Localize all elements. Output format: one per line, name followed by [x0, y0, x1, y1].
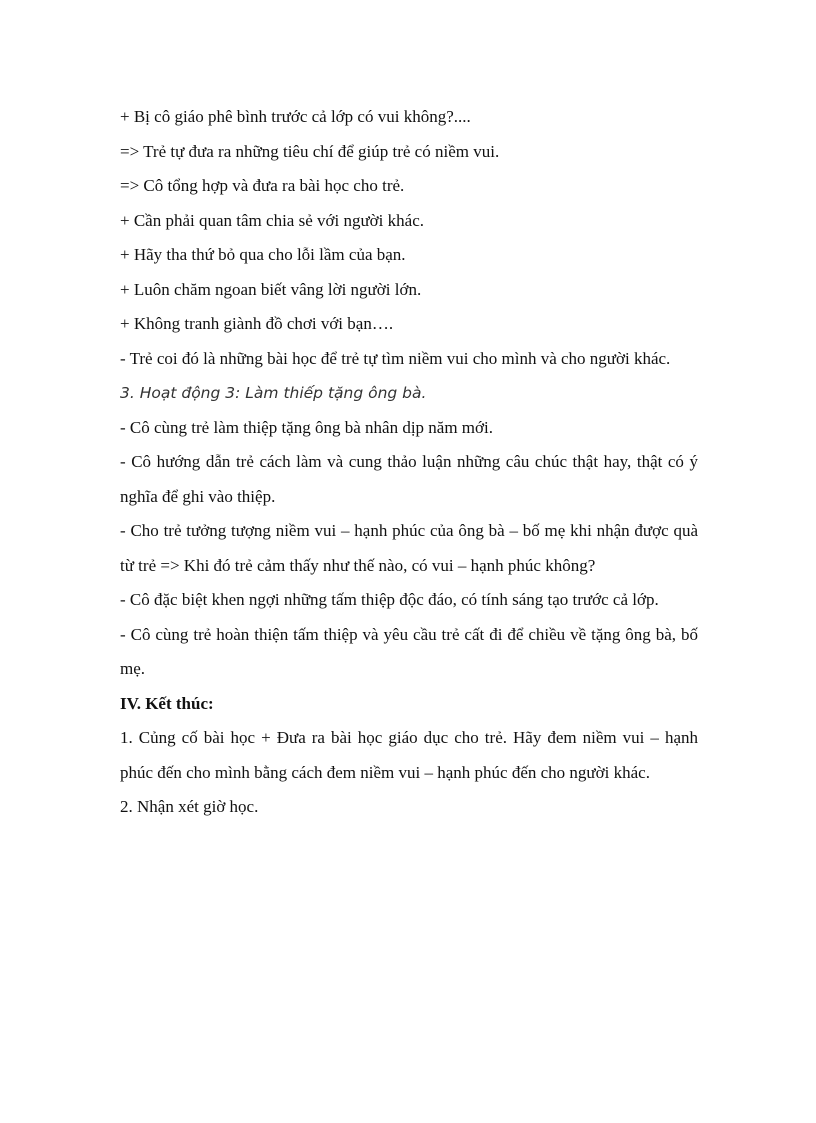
- text-line: + Không tranh giành đồ chơi với bạn….: [120, 314, 394, 333]
- text-line: - Cô cùng trẻ làm thiệp tặng ông bà nhân dịp năm mới.: [120, 417, 493, 437]
- text-paragraph: - Trẻ coi đó là những bài học để trẻ tự tìm niềm vui cho mình và cho người khác.: [120, 348, 671, 368]
- text-paragraph: - Cô cùng trẻ hoàn thiện tấm thiệp và yêu cầu trẻ cất đi để chiều về tặng ông bà, bố mẹ.: [120, 624, 698, 678]
- text-line: + Bị cô giáo phê bình trước cả lớp có vui không?....: [120, 107, 471, 126]
- text-line: + Luôn chăm ngoan biết vâng lời người lớn.: [120, 279, 422, 299]
- text-line: + Hãy tha thứ bỏ qua cho lỗi lầm của bạn.: [120, 245, 406, 264]
- document-body: [120, 100, 698, 825]
- text-paragraph: - Cô đặc biệt khen ngợi những tấm thiệp độc đáo, có tính sáng tạo trước cả lớp.: [120, 590, 659, 609]
- text-line: 2. Nhận xét giờ học.: [120, 797, 259, 816]
- text-paragraph: - Cho trẻ tưởng tượng niềm vui – hạnh phúc của ông bà – bố mẹ khi nhận được quà từ trẻ => Khi đó trẻ cảm thấy như thế nào, có vui – hạnh phúc không?: [120, 521, 698, 575]
- section-heading: IV. Kết thúc:: [120, 693, 214, 713]
- text-line: => Cô tổng hợp và đưa ra bài học cho trẻ.: [120, 176, 405, 195]
- text-paragraph: - Cô hướng dẫn trẻ cách làm và cung thảo luận những câu chúc thật hay, thật có ý nghĩa để ghi vào thiệp.: [120, 452, 698, 506]
- text-paragraph: 1. Củng cố bài học + Đưa ra bài học giáo dục cho trẻ. Hãy đem niềm vui – hạnh phúc đến cho mình bằng cách đem niềm vui – hạnh phúc đến cho người khác.: [120, 728, 698, 782]
- text-line: + Cần phải quan tâm chia sẻ với người khác.: [120, 210, 424, 230]
- activity-heading: 3. Hoạt động 3: Làm thiếp tặng ông bà.: [120, 384, 427, 402]
- text-line: => Trẻ tự đưa ra những tiêu chí để giúp trẻ có niềm vui.: [120, 141, 500, 161]
